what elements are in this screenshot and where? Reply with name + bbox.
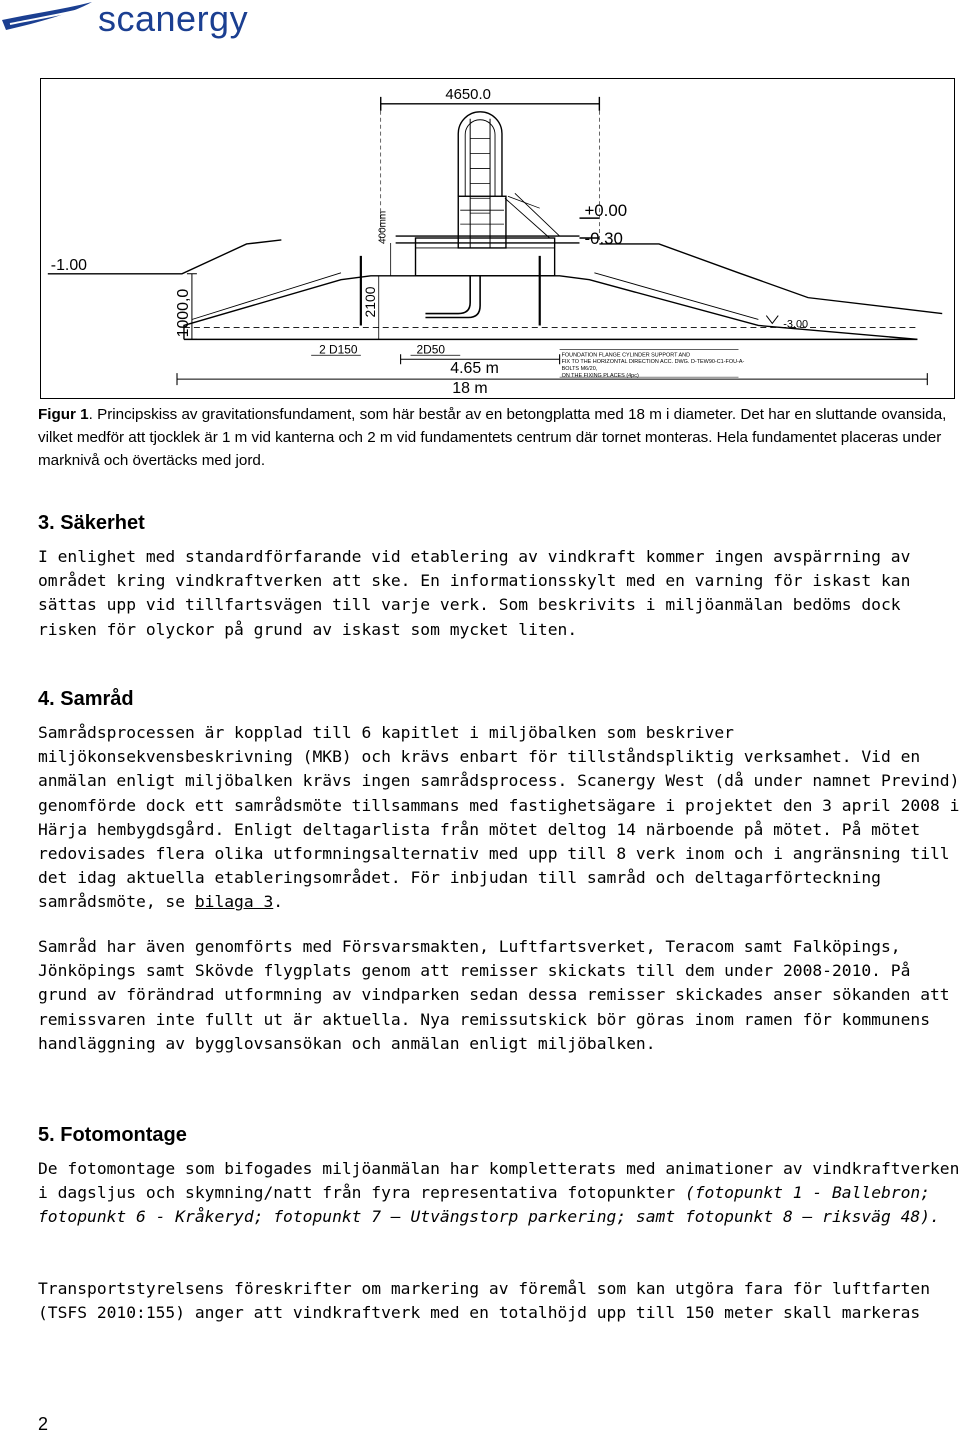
page-number: 2: [38, 1414, 49, 1434]
dim-height-1000: 1000,0: [174, 288, 192, 338]
samrad-text: Samrådsprocessen är kopplad till 6 kapitlet i miljöbalken som beskriver miljökonsekvensbeskrivning (MKB) och krävs enbart för tillståndspliktig verksamhet. Vid en anmälan enligt miljöbalken krävs ingen samrådsprocess. Scanergy West (då under namnet Prevind) genomförde dock ett samrådsmöte tillsammans med fastighetsägare i projektet den 3 april 2008 i Härja hembygdsgård. Enligt deltagarlista från mötet deltog 14 närboende på mötet. På mötet redovisades flera olika utformningsalternativ med upp till 8 verk inom och i angränsning till det idag aktuella etableringsområdet. För inbjudan till samråd och deltagarförteckning samrådsmöte, se: [38, 723, 960, 912]
paragraph-fotomontage-1: [38, 1157, 960, 1230]
level-minus030: -0.30: [584, 228, 623, 248]
dim-h2100: 2100: [361, 286, 378, 318]
label-d250: 2D50: [416, 342, 445, 357]
heading-samrad: 4. Samråd: [38, 688, 134, 710]
paragraph-sakerhet: I enlighet med standardförfarande vid etablering av vindkraft kommer ingen avspärrning av området kring vindkraftverken att ske. En informationsskylt med en varning för iskast kan sättas upp vid tillfartsvägen till varje verk. Som beskrivits i miljöanmälan bedöms dock risken för olyckor på grund av iskast som mycket liten.: [38, 547, 911, 639]
paragraph-fotomontage-2: Transportstyrelsens föreskrifter om markering av föremål som kan utgöra fara för luftfarten (TSFS 2010:155) anger att vindkraftverk med en totalhöjd upp till 150 meter skall markeras: [38, 1279, 930, 1323]
figure-caption: [38, 403, 958, 472]
dim-465m: 4.65 m: [450, 360, 499, 378]
level-plus: +0.00: [584, 201, 628, 221]
foundation-sketch: [41, 79, 954, 398]
dim-18m: 18 m: [452, 380, 488, 398]
scanergy-logo: [0, 0, 290, 40]
dim-h400: 400mm: [377, 210, 389, 244]
fotopunkt-list: (fotopunkt 1 - Ballebron; fotopunkt 6 - Kråkeryd; fotopunkt 7 – Utvängstorp parkering; samt fotopunkt 8 – riksväg 48).: [38, 1183, 940, 1227]
level-minus100: -1.00: [50, 256, 88, 274]
fotomontage-text: De fotomontage som bifogades miljöanmälan har kompletterats med animationer av vindkraftverken i dagsljus och skymning/natt från fyra representativa fotopunkter: [38, 1159, 960, 1203]
note-line-1: FOUNDATION FLANGE CYLINDER SUPPORT AND: [561, 352, 691, 359]
heading-fotomontage: 5. Fotomontage: [38, 1124, 187, 1146]
samrad-end: .: [273, 892, 284, 912]
heading-sakerhet: 3. Säkerhet: [38, 512, 145, 534]
note-line-3: BOLTS M6/20,: [561, 366, 598, 373]
bilaga-link[interactable]: bilaga 3: [194, 892, 274, 912]
note-line-4: ON THE FIXING PLACES (4pc): [561, 373, 639, 380]
brand-name: scanergy: [98, 0, 249, 39]
caption-text: . Principskiss av gravitationsfundament, som här består av en betongplatta med 18 m i diameter. Det har en sluttande ovansida, vilket medför att tjocklek är 1 m vid kanterna och 2 m vid fundamentets centrum där tornet monteras. Hela fundamentet placeras under marknivå och övertäcks med jord.: [38, 406, 947, 469]
label-d150: 2 D150: [319, 342, 358, 357]
dim-top-width: 4650.0: [445, 86, 491, 103]
caption-label: Figur 1: [38, 406, 89, 423]
level-minus300: -3,00: [783, 318, 809, 331]
paragraph-samrad-1: [38, 721, 960, 915]
paragraph-samrad-2: Samråd har även genomförts med Försvarsmakten, Luftfartsverket, Teracom samt Falköpings, Jönköpings samt Skövde flygplats genom att remisser skickats till dem under 2008-2010. På grund av förändrad utformning av vindparken sedan dessa remisser skickades anser sökanden att remissvaren inte fullt ut är aktuella. Nya remissutskick bör göras inom ramen för kommunens handläggning av bygglovsansökan och anmälan enligt miljöbalken.: [38, 937, 950, 1053]
foundation-drawing: [40, 78, 955, 399]
swoosh-icon: [0, 0, 96, 34]
note-line-2: FIX TO THE HORIZONTAL DIRECTION ACC. DWG. D-TEW90-C1-FOU-A-: [561, 359, 745, 366]
